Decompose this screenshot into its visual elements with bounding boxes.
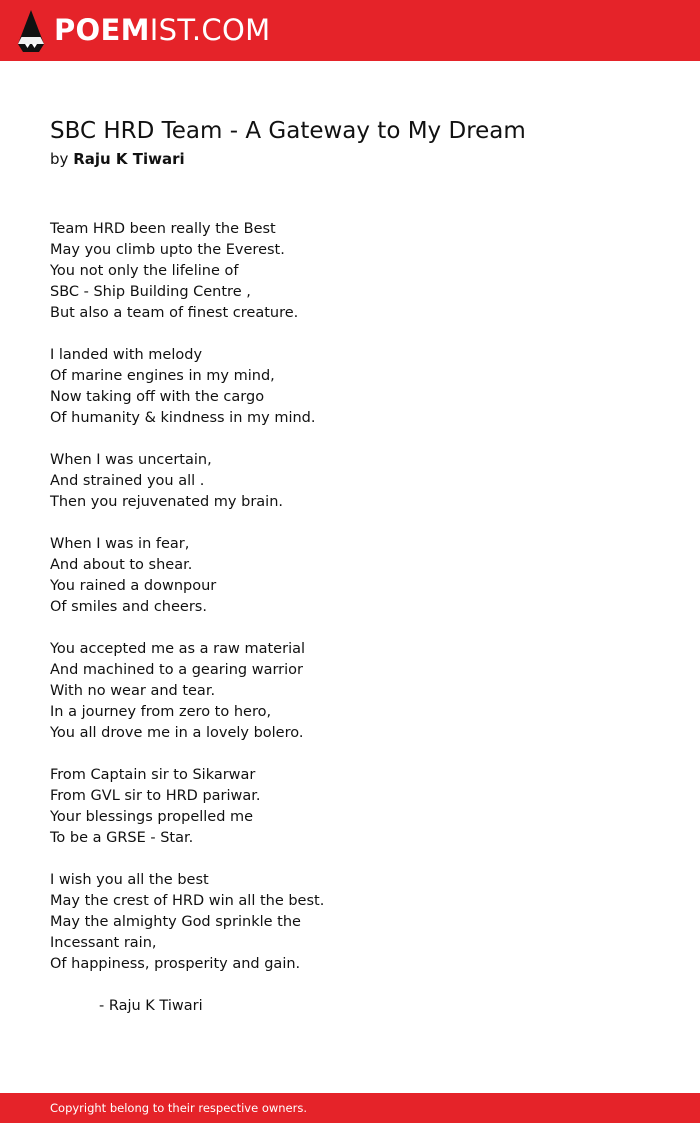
poem-line: May the crest of HRD win all the best.	[50, 893, 325, 909]
poem-line: Of humanity & kindness in my mind.	[50, 410, 316, 426]
poem-line: When I was uncertain,	[50, 452, 212, 468]
brand-primary: POEM	[54, 12, 150, 47]
poem-line: From Captain sir to Sikarwar	[50, 767, 256, 783]
poem-title: SBC HRD Team - A Gateway to My Dream	[50, 118, 526, 144]
poem-line: You not only the lifeline of	[50, 263, 239, 279]
stanza-3	[50, 450, 650, 513]
pencil-icon	[18, 10, 44, 52]
poem-line: When I was in fear,	[50, 536, 190, 552]
site-footer	[0, 1093, 700, 1123]
copyright-text: Copyright belong to their respective owners.	[50, 1101, 308, 1115]
poem-line: Then you rejuvenated my brain.	[50, 494, 283, 510]
poem-line: I wish you all the best	[50, 872, 209, 888]
poem-line: SBC - Ship Building Centre ,	[50, 284, 251, 300]
site-header	[0, 0, 700, 61]
poem-line: I landed with melody	[50, 347, 203, 363]
stanza-4	[50, 534, 650, 618]
poem-line: In a journey from zero to hero,	[50, 704, 272, 720]
poem-line: Of smiles and cheers.	[50, 599, 207, 615]
poem-line: Incessant rain,	[50, 935, 157, 951]
poem-line: But also a team of finest creature.	[50, 305, 299, 321]
poem-line: With no wear and tear.	[50, 683, 216, 699]
poem-line: From GVL sir to HRD pariwar.	[50, 788, 261, 804]
poem-line: May the almighty God sprinkle the	[50, 914, 301, 930]
poem-line: To be a GRSE - Star.	[50, 830, 194, 846]
poem-byline	[50, 149, 650, 169]
brand-wordmark	[54, 12, 271, 47]
stanza-1	[50, 219, 650, 324]
poem-line: You all drove me in a lovely bolero.	[50, 725, 304, 741]
poem-line: Your blessings propelled me	[50, 809, 254, 825]
poem-page	[50, 116, 650, 1017]
stanza-2	[50, 345, 650, 429]
byline-prefix: by	[50, 150, 69, 168]
poem-line: Now taking off with the cargo	[50, 389, 265, 405]
stanza-7	[50, 870, 650, 975]
poem-line: And machined to a gearing warrior	[50, 662, 303, 678]
poem-line: Of marine engines in my mind,	[50, 368, 275, 384]
brand-logo[interactable]	[18, 10, 270, 52]
poem-line: And about to shear.	[50, 557, 193, 573]
author-name[interactable]: Raju K Tiwari	[73, 150, 185, 168]
stanza-6	[50, 765, 650, 849]
poem-line: May you climb upto the Everest.	[50, 242, 285, 258]
poem-line: Of happiness, prosperity and gain.	[50, 956, 301, 972]
brand-secondary: IST.COM	[149, 12, 271, 47]
stanza-5	[50, 639, 650, 744]
poem-signature: - Raju K Tiwari	[99, 998, 203, 1014]
poem-line: You rained a downpour	[50, 578, 217, 594]
poem-body	[50, 219, 650, 1017]
poem-line: You accepted me as a raw material	[50, 641, 306, 657]
poem-line: And strained you all .	[50, 473, 205, 489]
poem-line: Team HRD been really the Best	[50, 221, 276, 237]
